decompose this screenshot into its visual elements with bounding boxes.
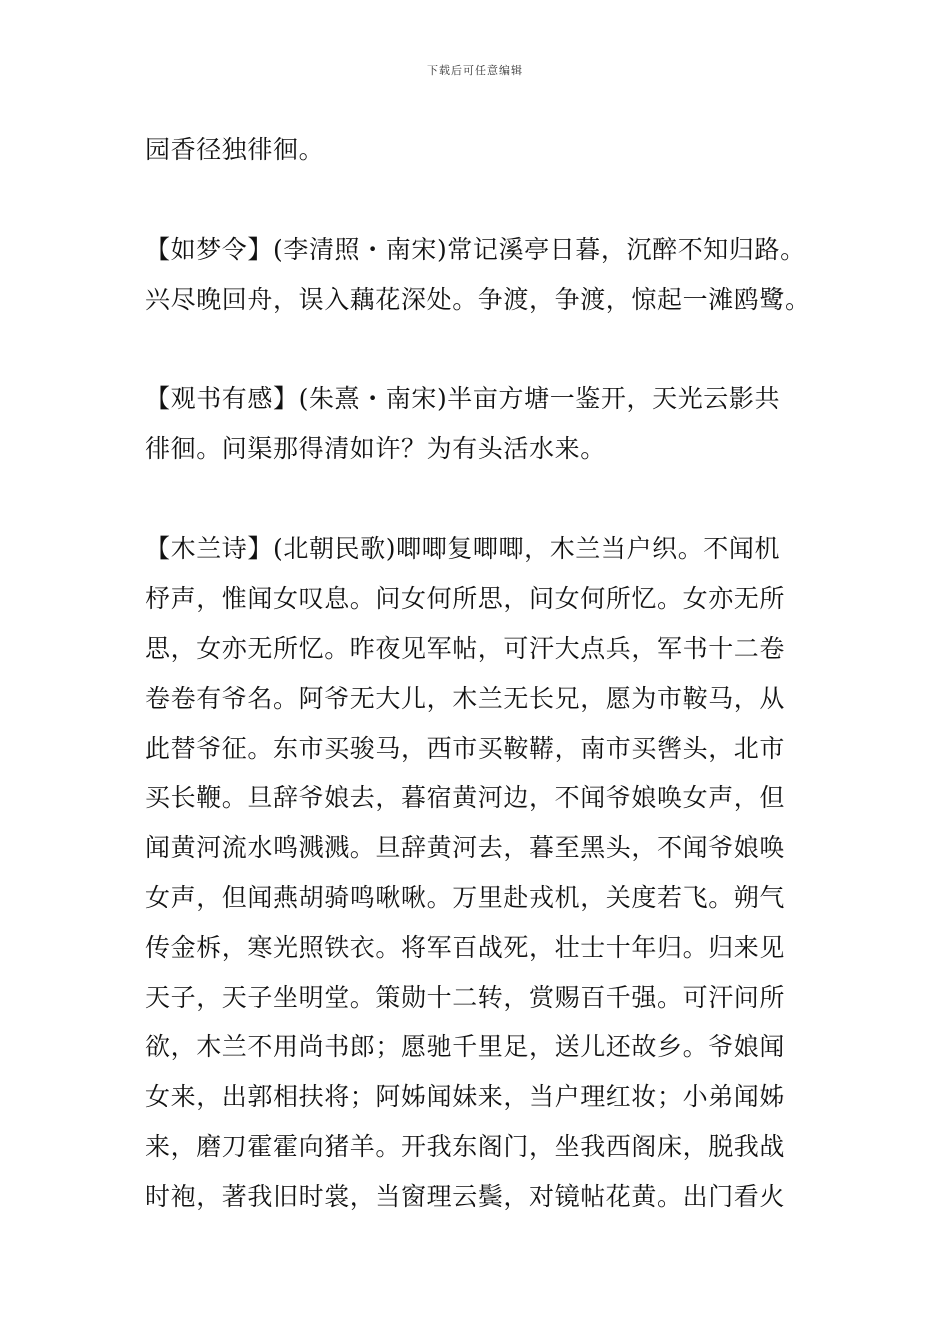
poem-mulan-line: 此替爷征。东市买骏马，西市买鞍鞯，南市买辔头，北市	[145, 734, 786, 763]
page-header: 下载后可任意编辑	[427, 64, 523, 77]
poem-mulan-line: 天子，天子坐明堂。策勋十二转，赏赐百千强。可汗问所	[145, 983, 786, 1012]
poem-mulan-line: 来，磨刀霍霍向猪羊。开我东阁门，坐我西阁床，脱我战	[145, 1132, 786, 1161]
poem-mulan-line: 传金柝，寒光照铁衣。将军百战死，壮士十年归。归来见	[145, 933, 786, 962]
text-line: 园香径独徘徊。	[145, 135, 325, 164]
poem-mulan-line: 【木兰诗】(北朝民歌)唧唧复唧唧，木兰当户织。不闻机	[145, 534, 781, 563]
poem-mulan-line: 思，女亦无所忆。昨夜见军帖，可汗大点兵，军书十二卷	[145, 634, 786, 663]
poem-guan-shu-you-gan-line: 徘徊。问渠那得清如许？为有头活水来。	[145, 434, 606, 463]
poem-guan-shu-you-gan-line: 【观书有感】(朱熹・南宋)半亩方塘一鉴开，天光云影共	[145, 384, 781, 413]
poem-mulan-line: 时袍，著我旧时裳，当窗理云鬓，对镜帖花黄。出门看火	[145, 1182, 786, 1211]
poem-ru-meng-ling-line: 【如梦令】(李清照・南宋)常记溪亭日暮，沉醉不知归路。	[145, 235, 806, 264]
poem-mulan-line: 欲，木兰不用尚书郎；愿驰千里足，送儿还故乡。爷娘闻	[145, 1032, 786, 1061]
poem-ru-meng-ling-line: 兴尽晚回舟，误入藕花深处。争渡，争渡，惊起一滩鸥鹭。	[145, 285, 811, 314]
poem-mulan-line: 杼声，惟闻女叹息。问女何所思，问女何所忆。女亦无所	[145, 584, 786, 613]
poem-mulan-line: 女声，但闻燕胡骑鸣啾啾。万里赴戎机，关度若飞。朔气	[145, 883, 786, 912]
poem-mulan-line: 买长鞭。旦辞爷娘去，暮宿黄河边，不闻爷娘唤女声，但	[145, 783, 786, 812]
poem-mulan-line: 闻黄河流水鸣溅溅。旦辞黄河去，暮至黑头，不闻爷娘唤	[145, 833, 786, 862]
poem-mulan-line: 女来，出郭相扶将；阿姊闻妹来，当户理红妆；小弟闻姊	[145, 1082, 786, 1111]
poem-mulan-line: 卷卷有爷名。阿爷无大儿，木兰无长兄，愿为市鞍马，从	[145, 684, 786, 713]
